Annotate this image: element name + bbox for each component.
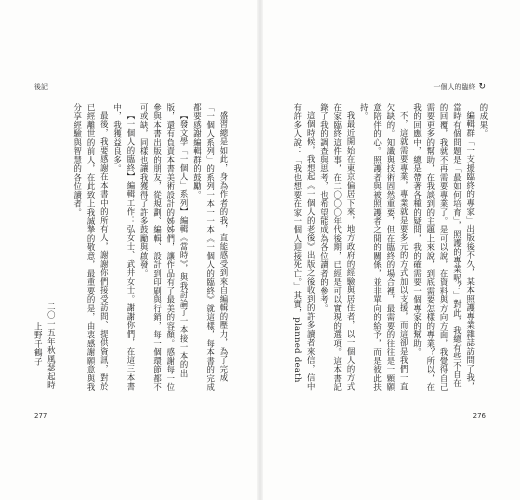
left-paragraph-4: 最後，我要感謝在本書中的所有人，謝謝你們接受訪問、提供資訊，對於已經離世的前人，在此致上我誠摯的敬意，最重要的是，由衷感謝願意與我分享經驗與智慧的各位讀者。	[72, 103, 110, 392]
page-number-left: 277	[34, 412, 48, 420]
right-page-body	[292, 103, 490, 393]
left-paragraph-2: 【發文學「一個人」系列】編輯《當時》，與我討論了一本接一本的出版，還有負責本書美術設計的姊姊們，讓作品有了最美的容顏。感謝每一位參與本書出版的朋友，從規劃、編輯、設計到印刷與行銷，每一個環節都不可或缺，同樣也讓我獲得了許多鼓勵與啟發。	[139, 103, 190, 392]
right-paragraph-4: 我最近開始在東京偏居下來，地方政府的經驗與居住者，以一個人的方式在家臨終這件事，在二〇〇〇年代後期，已經是可以實現的選項。這本書記錄了我的調查與思考，也希望能成為各位讀者的參考。	[319, 103, 357, 392]
left-paragraph-3: 【一個人的臨終】編輯工作：弘女士、武井女士。謝謝你們，在這三本書中，我獲益良多。	[112, 103, 136, 392]
page-number-right: 276	[472, 412, 486, 420]
running-head-left: 後記	[34, 83, 48, 91]
book-gutter	[257, 0, 263, 500]
right-paragraph-3: 不，這就需要專業，專業就是要多元的方式加以支援，而這卻是我們一直欠缺的。知識與技術固然重要，但在臨終的場合裡，最需要的往往是一顆願意陪伴的心。照護者與被照護者之間的關係，並非單向的給予，而是彼此扶持。	[359, 103, 410, 392]
curl-ornament-icon: ↻	[478, 82, 486, 92]
right-page	[260, 0, 520, 500]
signature-date: 二〇一五年秋風瑟起時	[46, 302, 57, 390]
running-head-title: 一個人的臨終	[433, 83, 476, 91]
running-head-right	[433, 82, 486, 92]
right-paragraph-5: 這個時候，我想起《一個人的老後》出版之後收到的許多讀者來信，信中有許多人說：「我也想要在家一個人迎接死亡。」其實，planned death	[292, 103, 317, 392]
left-page-body	[30, 103, 230, 393]
signature-name: 上野千鶴子	[33, 322, 44, 366]
right-paragraph-1: 的成果。	[479, 103, 489, 138]
left-paragraph-1: 盛習總是如此，身為作者的我，直能感受到來自編輯的壓力，為了完成「一個人系列」的系列一本一一本《一個人的臨終》就這樣，每本書的完成都要感謝編輯群的鼓勵。	[192, 103, 229, 392]
right-paragraph-2: 編輯群「一支援臨終的專家」出版後不久，某本照護專業雜誌訪問了我，當時有個問題是「最如何培育」，照護的專業呢？」對此，我總有些不自在的回覆，我就不再需要專業了。是可以說，在資料與方向方面，我覺得自己需要更多的幫助，在我談到的主題上來說，到底需要怎樣的專業？所以，在我的回應中，總是帶著各種的疑問，我的確需要一個專家的幫助。	[412, 103, 476, 392]
